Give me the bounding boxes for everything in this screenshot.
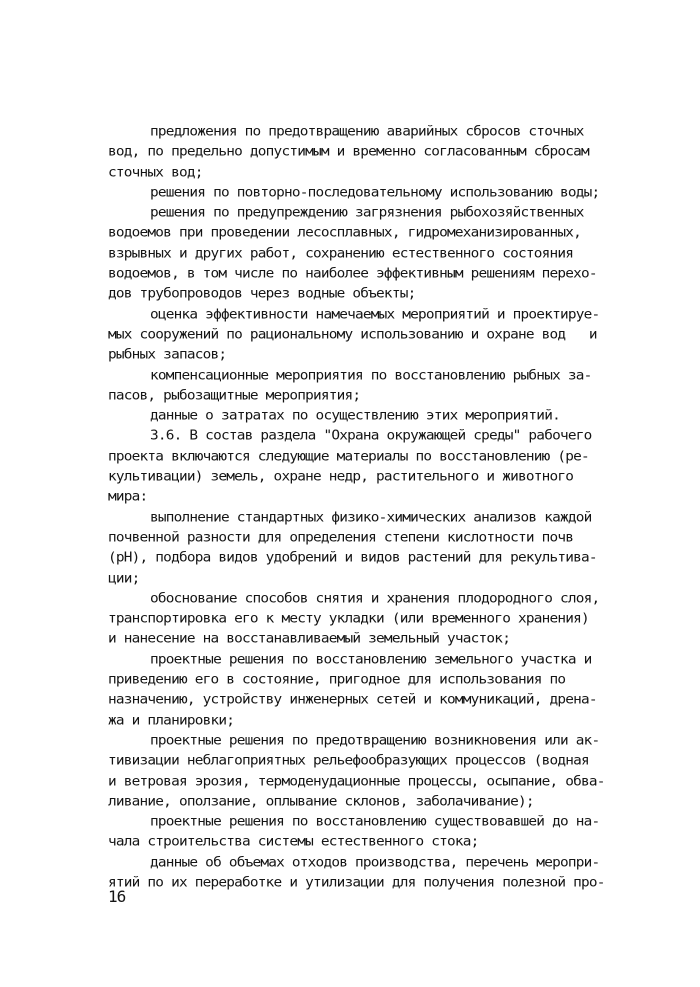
text-line: ятий по их переработке и утилизации для получения полезной про- [108,875,605,891]
text-line: 3.6. В состав раздела "Охрана окружающей среды" рабочего [150,429,592,444]
text-line: чала строительства системы естественного стока; [108,835,479,850]
text-line: проектные решения по восстановлению существовавшей до на- [150,814,600,830]
text-line: выполнение стандартных физико-химических анализов каждой [150,510,592,526]
text-line: водоемов, в том числе по наиболее эффективным решениям перехо- [108,266,597,282]
text-line: вод, по предельно допустимым и временно согласованным сбросам [108,144,589,160]
page-number: 16 [108,887,126,906]
text-line: решения по повторно-последовательному использованию воды; [150,185,600,201]
text-line: мых сооружений по рациональному использованию и охране вод и [108,327,597,343]
text-line: жа и планировки; [108,713,235,728]
text-line: рыбных запасов; [108,347,227,363]
text-line: решения по предупреждению загрязнения рыбохозяйственных [150,205,584,221]
text-line: почвенной разности для определения степени кислотности почв [108,530,574,546]
text-line: мира: [108,489,148,505]
text-line: назначению, устройству инженерных сетей и коммуникаций, дрена- [108,692,597,708]
text-line: и ветровая эрозия, термоденудационные процессы, осыпание, обва- [108,774,605,789]
text-line: данные об объемах отходов производства, перечень меропри- [150,855,600,871]
text-line: ливание, оползание, оплывание склонов, заболачивание); [108,794,534,810]
text-line: тивизации неблагоприятных рельефообразующих процессов (водная [108,753,589,769]
text-line: данные о затратах по осуществлению этих мероприятий. [150,408,560,424]
text-line: проекта включаются следующие материалы по восстановлению (ре- [108,449,589,465]
text-line: водоемов при проведении лесосплавных, гидромеханизированных, [108,226,582,241]
document-body [108,122,628,893]
text-line: обоснование способов снятия и хранения плодородного слоя, [150,591,600,607]
text-line: взрывных и других работ, сохранению естественного состояния [108,246,574,262]
text-line: дов трубопроводов через водные объекты; [108,287,416,302]
text-line: и нанесение на восстанавливаемый земельный участок; [108,632,511,647]
text-line: проектные решения по восстановлению земельного участка и [150,652,592,668]
text-line: транспортировка его к месту укладки (или временного хранения) [108,611,589,627]
text-line: культивации) земель, охране недр, растительного и животного [108,469,574,485]
text-line: приведению его в состояние, пригодное для использования по [108,672,566,688]
text-line: (рН), подбора видов удобрений и видов растений для рекультива- [108,550,597,566]
text-line: сточных вод; [108,165,203,180]
text-line: оценка эффективности намечаемых мероприятий и проектируе- [150,307,600,323]
text-line: пасов, рыбозащитные мероприятия; [108,388,361,404]
text-line: проектные решения по предотвращению возникновения или ак- [150,733,600,749]
text-line: ции; [108,571,140,586]
text-line: предложения по предотвращению аварийных сбросов сточных [150,124,584,140]
text-line: компенсационные мероприятия по восстановлению рыбных за- [150,368,592,383]
